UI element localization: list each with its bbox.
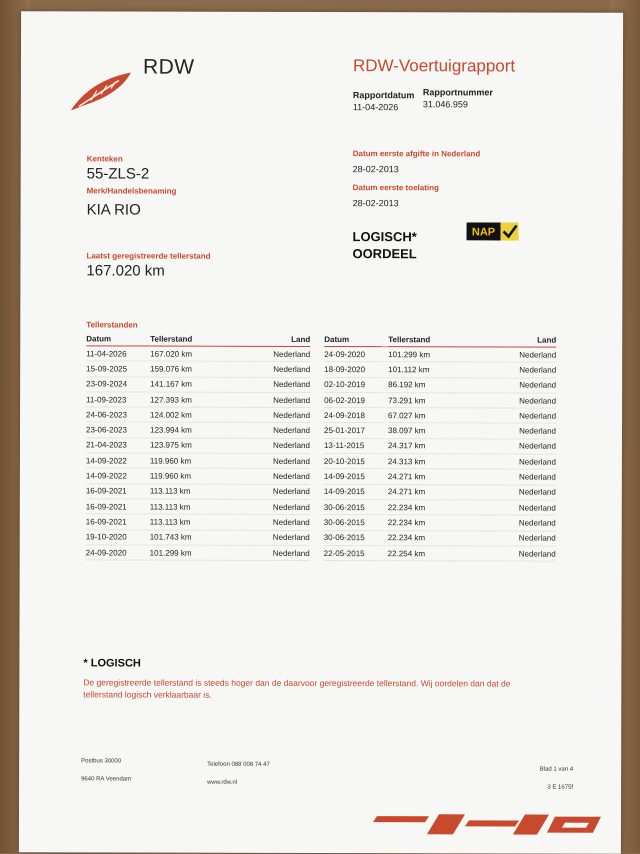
table-row [86,453,310,469]
rdw-stripe-pattern-icon [369,810,609,839]
odometer-value: 167.020 km [86,262,165,280]
reading-km: 101.743 km [150,530,222,545]
table-row [86,529,310,545]
nap-badge-text: NAP [471,226,496,239]
report-title: RDW-Voertuigrapport [352,56,516,76]
table-row [324,499,556,515]
reading-km: 24.313 km [388,454,460,469]
table-row [324,423,556,439]
reading-date: 14-09-2015 [324,484,388,499]
footer-postbus: Postbus 30000 [81,758,122,765]
reading-date: 18-09-2020 [324,362,388,377]
reading-date: 30-06-2015 [324,499,388,514]
table-row [86,407,310,423]
reading-country: Nederland [460,393,556,409]
col-date-header: Datum [324,334,388,347]
readings-section-title: Tellerstanden [86,320,138,330]
reading-date: 14-09-2022 [86,453,150,468]
reading-km: 73.291 km [388,393,460,408]
reading-country: Nederland [222,530,310,546]
table-row [86,499,310,515]
reading-date: 23-09-2024 [86,376,150,391]
table-row [86,438,310,454]
reading-km: 113.113 km [150,499,222,514]
reading-date: 20-10-2015 [324,454,388,469]
reading-date: 16-09-2021 [86,499,150,514]
reading-country: Nederland [222,469,310,485]
reading-km: 22.234 km [388,530,460,545]
reading-km: 22.234 km [388,515,460,530]
footnote-title: * LOGISCH [83,657,141,670]
reading-country: Nederland [460,546,556,562]
reading-date: 25-01-2017 [324,423,388,438]
first-issue-date: 28-02-2013 [352,164,399,175]
table-row [86,346,310,362]
reading-km: 113.113 km [150,514,222,529]
reading-km: 24.271 km [388,469,460,484]
col-km-header: Tellerstand [150,334,222,347]
reading-date: 11-04-2026 [86,346,150,361]
reading-km: 119.960 km [150,453,222,468]
table-row [86,376,310,392]
plate-value: 55-ZLS-2 [86,165,150,183]
table-row [324,408,556,424]
reading-country: Nederland [460,500,556,516]
table-row [324,392,556,408]
reading-country: Nederland [222,377,310,393]
reading-km: 22.234 km [388,500,460,515]
reading-date: 02-10-2019 [324,377,388,392]
brand-name: RDW [142,55,195,79]
reading-date: 13-11-2015 [324,438,388,453]
first-issue-label: Datum eerste afgifte in Nederland [352,149,481,159]
table-row [86,514,310,530]
footer-code: 3 E 1675f [547,784,574,791]
table-row [324,454,556,470]
table-row [324,515,556,531]
nap-check-badge-icon [467,222,519,240]
reading-country: Nederland [222,484,310,500]
reading-date: 22-05-2015 [324,545,388,560]
reading-date: 30-06-2015 [324,515,388,530]
verdict [352,228,416,262]
reading-country: Nederland [222,346,310,362]
table-row [324,362,556,378]
reading-km: 22.254 km [388,546,460,561]
report-number-label: Rapportnummer [422,87,493,98]
reading-km: 24.317 km [388,438,460,453]
reading-country: Nederland [222,499,310,515]
report-date-label: Rapportdatum [352,90,415,101]
first-admission-date: 28-02-2013 [352,198,399,209]
reading-date: 24-06-2023 [86,407,150,422]
reading-km: 159.076 km [150,361,222,376]
reading-date: 30-06-2015 [324,530,388,545]
first-admission-label: Datum eerste toelating [352,183,439,193]
reading-country: Nederland [460,469,556,485]
reading-country: Nederland [222,392,310,408]
plate-label: Kenteken [86,154,123,164]
reading-country: Nederland [460,377,556,393]
reading-country: Nederland [222,453,310,469]
table-row [324,530,556,546]
table-row [324,545,556,561]
footnote-text: De geregistreerde tellerstand is steeds hoger dan de daarvoor geregistreerde tellerstand. Wij oordelen dan dat de tellerstand logisch verklaarbaar is. [83,677,511,700]
table-row [86,361,310,377]
reading-date: 16-09-2021 [86,484,150,499]
make-label: Merk/Handelsbenaming [86,186,177,196]
reading-km: 38.097 km [388,423,460,438]
reading-km: 141.167 km [150,377,222,392]
reading-km: 123.975 km [150,438,222,453]
table-row [324,484,556,500]
reading-date: 15-09-2025 [86,361,150,376]
reading-date: 06-02-2019 [324,392,388,407]
col-country-header: Land [222,334,310,347]
table-row [324,438,556,454]
reading-km: 123.994 km [150,423,222,438]
verdict-line-1: LOGISCH* [352,229,417,245]
reading-km: 24.271 km [388,484,460,499]
reading-km: 101.299 km [150,545,222,560]
reading-country: Nederland [222,515,310,531]
reading-km: 101.299 km [388,347,460,362]
reading-km: 67.027 km [388,408,460,423]
report-number: 31.046.959 [422,99,468,110]
table-row [86,484,310,500]
reading-km: 86.192 km [388,377,460,392]
reading-km: 113.113 km [150,484,222,499]
reading-date: 24-09-2020 [86,545,150,560]
reading-km: 127.393 km [150,392,222,407]
reading-country: Nederland [460,530,556,546]
reading-date: 19-10-2020 [86,529,150,544]
table-row [86,468,310,484]
reading-km: 124.002 km [150,407,222,422]
reading-country: Nederland [460,454,556,470]
reading-country: Nederland [460,485,556,501]
footer-page: Blad 1 van 4 [539,766,574,773]
reading-country: Nederland [460,515,556,531]
report-date: 11-04-2026 [352,102,399,113]
reading-km: 119.960 km [150,468,222,483]
reading-country: Nederland [222,423,310,439]
reading-country: Nederland [222,362,310,378]
footer-web: www.rdw.nl [207,779,238,786]
col-country-header: Land [460,334,556,347]
reading-country: Nederland [460,423,556,439]
reading-country: Nederland [460,439,556,455]
col-km-header: Tellerstand [388,334,460,347]
footer-contact [207,759,270,789]
reading-country: Nederland [460,408,556,424]
reading-date: 14-09-2022 [86,468,150,483]
make-value: KIA RIO [86,201,141,219]
reading-date: 24-09-2020 [324,347,388,362]
table-row [86,545,310,561]
reading-country: Nederland [460,347,556,363]
reading-km: 167.020 km [150,346,222,361]
col-date-header: Datum [86,333,150,346]
reading-km: 101.112 km [388,362,460,377]
reading-date: 24-09-2018 [324,408,388,423]
reading-date: 16-09-2021 [86,514,150,529]
table-header-row [324,334,556,347]
reading-country: Nederland [222,545,310,561]
footer-phone: Telefoon 088 008 74 47 [207,761,270,768]
report-sheet [19,11,623,854]
reading-date: 14-09-2015 [324,469,388,484]
odometer-label: Laatst geregistreerde tellerstand [86,251,211,261]
reading-date: 21-04-2023 [86,438,150,453]
reading-country: Nederland [222,438,310,454]
table-header-row [86,333,310,346]
reading-country: Nederland [460,362,556,378]
table-row [324,347,556,363]
table-row [324,469,556,485]
reading-date: 11-09-2023 [86,392,150,407]
readings-table-right [324,334,557,562]
table-row [324,377,556,393]
reading-country: Nederland [222,407,310,423]
reading-date: 23-06-2023 [86,422,150,437]
table-row [86,422,310,438]
footer-page-info [513,764,573,794]
footer-address [81,755,131,785]
footer-city: 9640 RA Veendam [81,776,132,783]
verdict-line-2: OORDEEL [352,246,417,262]
rdw-feather-logo-icon [69,66,135,112]
table-row [86,392,310,408]
readings-table-left [86,333,311,561]
